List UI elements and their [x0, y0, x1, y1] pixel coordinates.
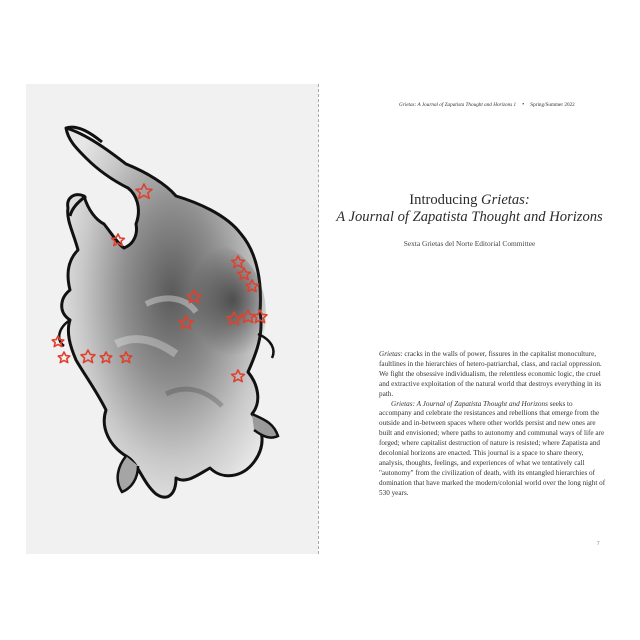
paragraph-1 [379, 350, 607, 400]
right-page [319, 84, 620, 554]
byline: Sexta Grietas del Norte Editorial Committee [403, 239, 536, 248]
star-icon [52, 336, 64, 347]
paragraph-1-text: : cracks in the walls of power, fissures in the capitalist monoculture, faultlines in the hierarchies of hetero-patriarchal, class, and racial oppression. We fight the obsessive individualism, the relentless economic logic, the cruel and extractive exploitation of the natural world that destroys everything in its path. [379, 350, 602, 398]
paragraph-2 [379, 400, 607, 499]
paragraph-2-italic: Grietas: A Journal of Zapatista Thought and Horizons [391, 399, 548, 408]
page-number: 7 [597, 542, 600, 547]
article-title [319, 192, 620, 226]
turtle-artwork [26, 84, 318, 554]
running-head [399, 102, 599, 108]
paragraph-1-italic: Grietas [379, 350, 401, 358]
title-line-1 [319, 192, 620, 209]
article-body [379, 350, 607, 499]
running-head-separator: • [522, 102, 525, 108]
star-icon [58, 352, 70, 363]
running-head-issue: Spring/Summer 2022 [530, 102, 575, 108]
title-prefix: Introducing [409, 192, 482, 208]
title-line-2: A Journal of Zapatista Thought and Horizons [336, 209, 603, 225]
left-page-artwork [26, 84, 318, 554]
book-spread [26, 84, 620, 554]
running-head-journal: Grietas: A Journal of Zapatista Thought and Horizons 1 [399, 102, 517, 108]
title-italic-word: Grietas: [481, 192, 530, 208]
paragraph-2-text: seeks to accompany and celebrate the resistances and rebellions that emerge from the outside and in-between spaces where other worlds persist and new ones are built and envisioned; where paths to autonomy and communal ways of life are forged; where capitalist destruction of nature is resisted; where Zapatista and decolonial horizons are enacted. This journal is a space to share theory, analysis, thoughts, feelings, and experiences of what we tentatively call "autonomy" from the civilization of death, with its entangled hierarchies of domination that have marked the modern/colonial world over the long night of 530 years. [379, 399, 606, 497]
